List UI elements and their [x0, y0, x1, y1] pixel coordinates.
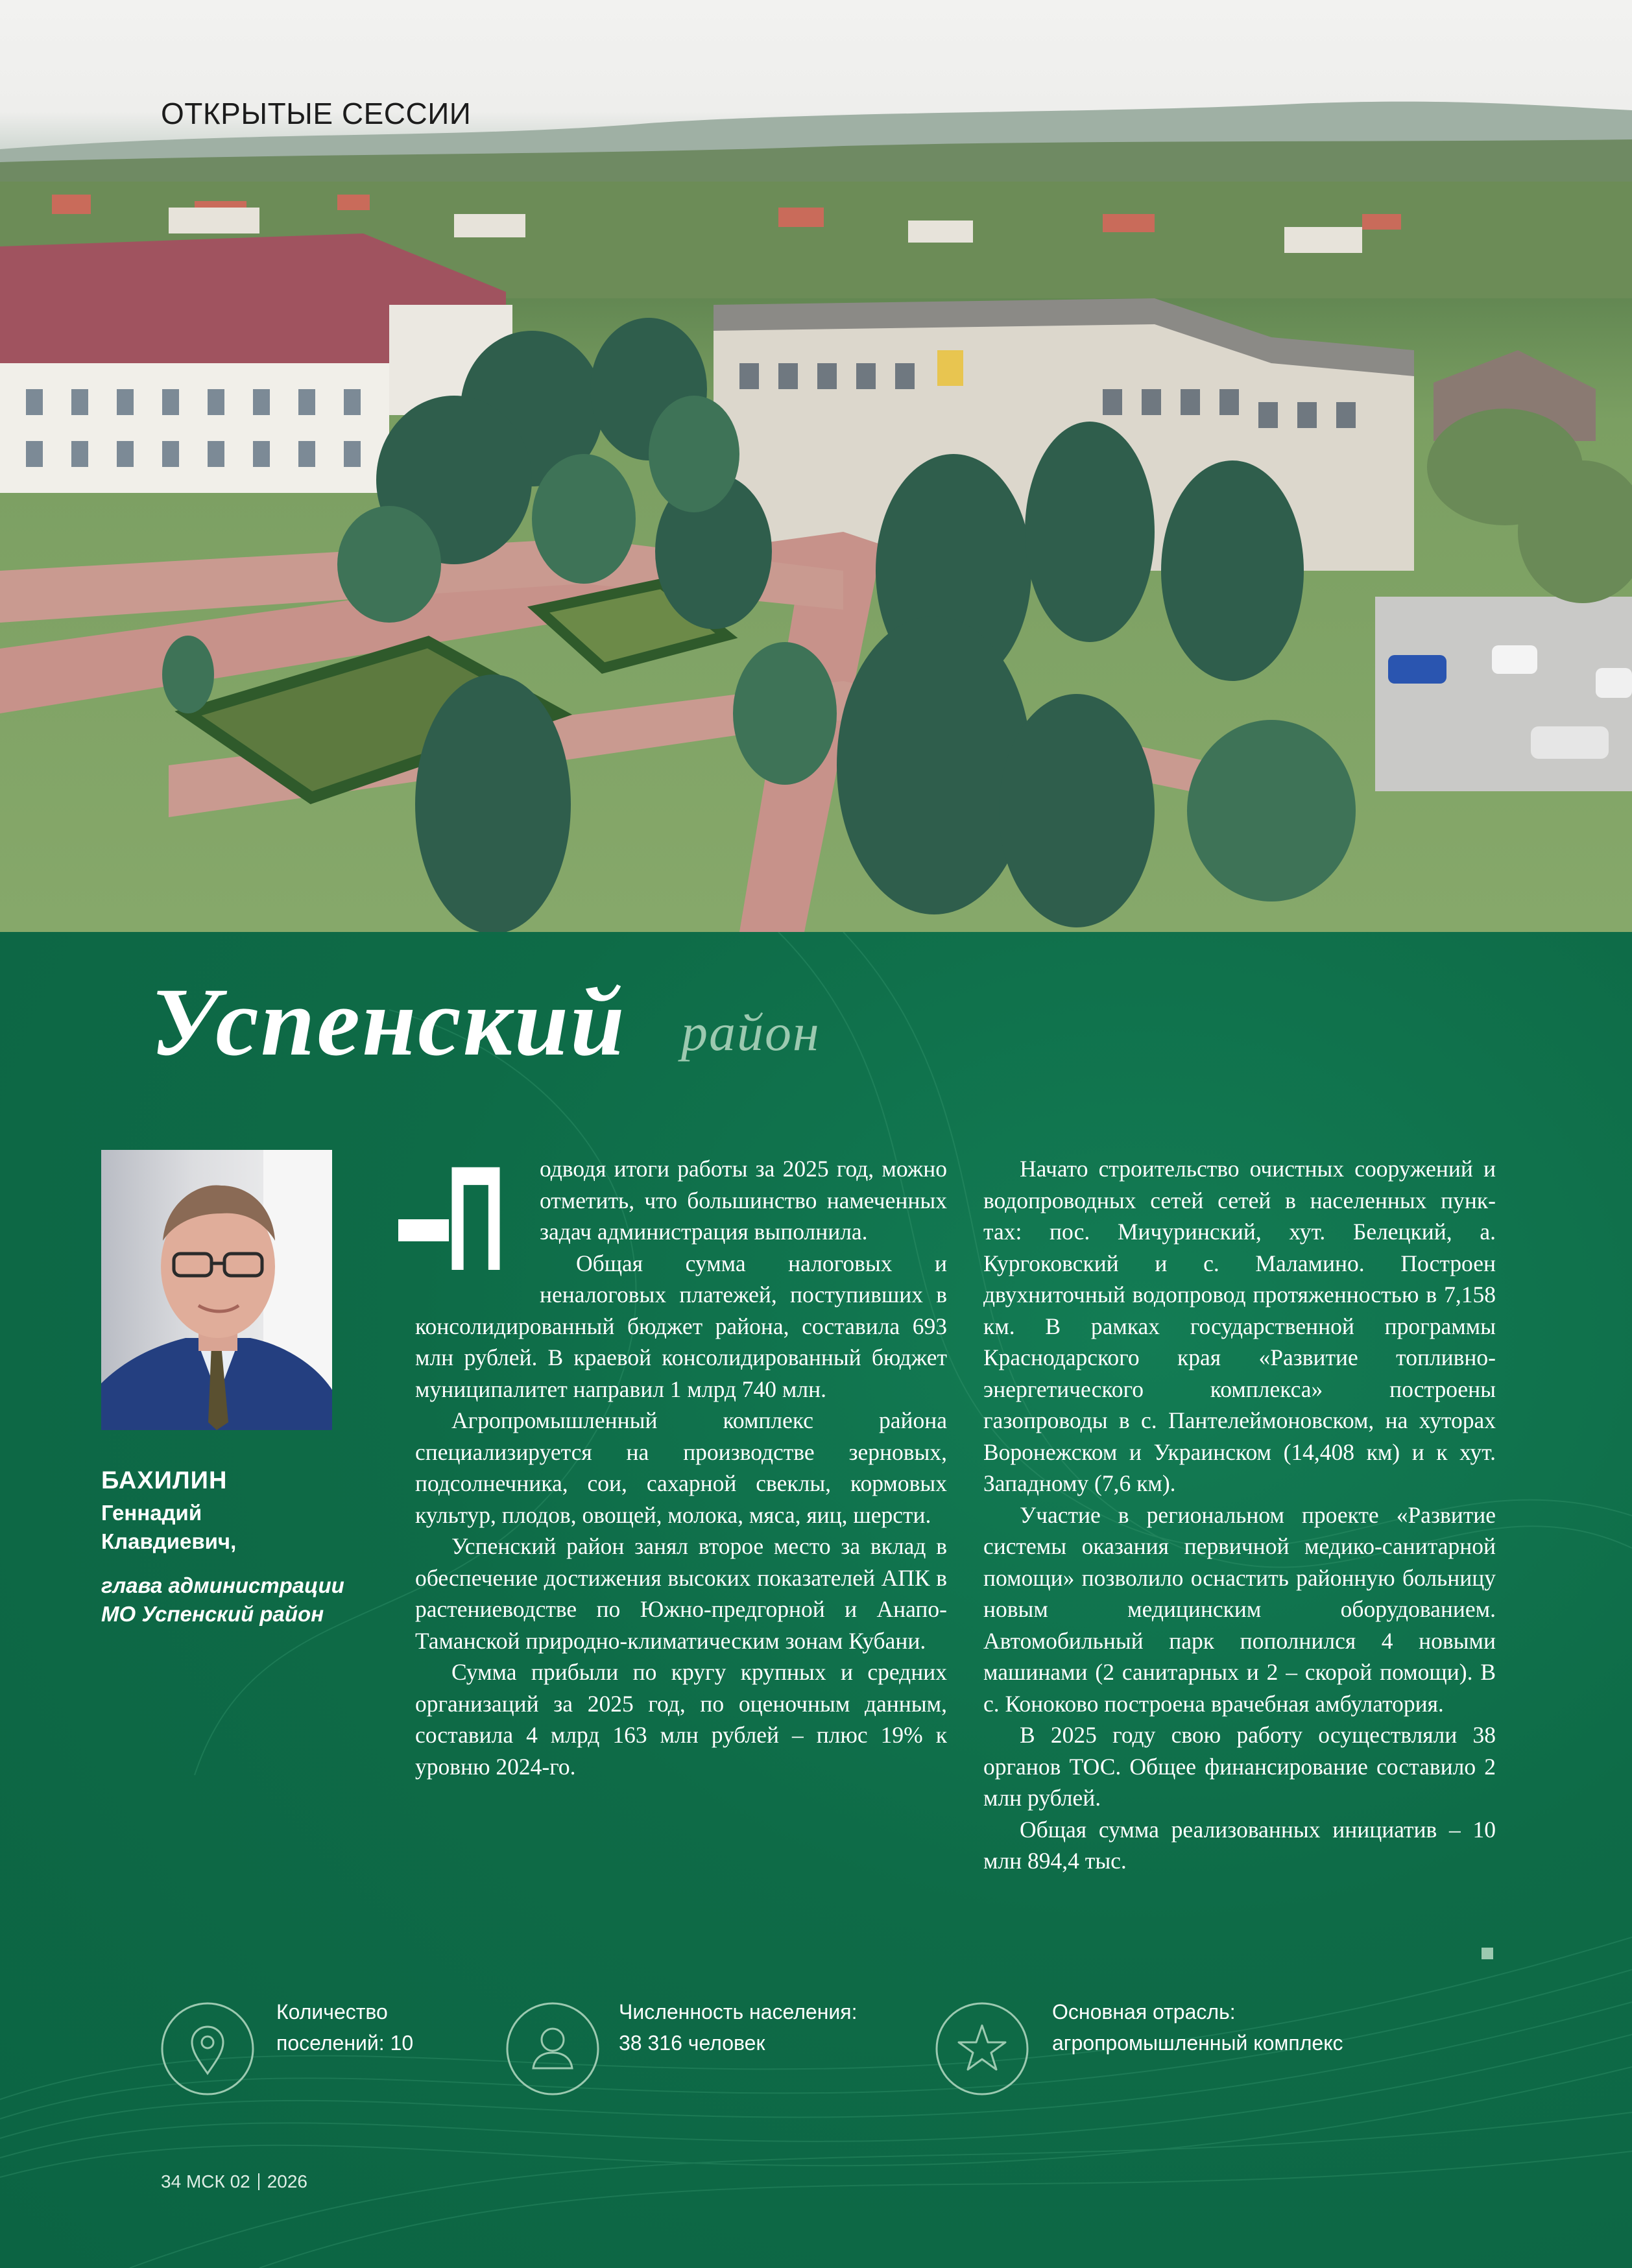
title-subtitle: район: [681, 1003, 821, 1062]
person-surname: БАХИЛИН: [101, 1467, 228, 1494]
magazine-name: МСК 02: [186, 2171, 250, 2191]
stat-population-label: Численность населения:: [619, 2000, 858, 2023]
star-icon: [934, 2001, 1030, 2097]
portrait-photo: [101, 1150, 332, 1430]
article-column-1: [415, 1135, 947, 1782]
section-label: ОТКРЫТЫЕ СЕССИИ: [161, 97, 472, 130]
article-end-mark: [1482, 1948, 1493, 1959]
aerial-photo-illustration: [0, 0, 1632, 932]
article-paragraph: Общая сумма реализованных инициатив – 10 млн 894,4 тыс.: [983, 1816, 1496, 1874]
person-position-line2: МО Успенский район: [101, 1602, 324, 1626]
article-paragraph: В 2025 году свою работу осуществляли 38 органов ТОС. Общее финансирование составило 2 млн рублей.: [983, 1722, 1496, 1811]
stat-settlements-value: поселений: 10: [276, 2031, 414, 2055]
article-paragraph: одводя итоги работы за 2025 год, можно отметить, что большинство намеченных задач администрация выполнила.: [540, 1156, 947, 1245]
article-paragraph: Начато строительство очистных сооружений и водопроводных сетей сетей в населенных пунк- тах: пос. Мичуринский, хут. Белецкий, а. Кургоковский и с. Маламино. Построен двухниточный водопровод протяженностью в 7,158 км. В рамках государственной программы Краснодарского края «Развитие топливно-энергетического комплекса» построены газопроводы в с. Пантелеймоновском, на хуторах Воронежском и Украинском (14,408 км) и к хут. Западному (7,6 км).: [983, 1156, 1496, 1496]
footer-separator: [258, 2173, 259, 2190]
stat-settlements-label: Количество: [276, 2000, 388, 2023]
issue-year: 2026: [267, 2171, 308, 2191]
article-paragraph: Успенский район занял второе место за вклад в обеспечение достижения высоких показателей АПК в растениеводстве по Южно-предгорной и Анапо-Таманской природно-климатическим зонам Кубани.: [415, 1533, 947, 1654]
page-footer: [161, 2171, 307, 2192]
stat-industry-value: агропромышленный комплекс: [1052, 2031, 1343, 2055]
drop-cap: [401, 1135, 531, 1302]
page-number: 34: [161, 2171, 182, 2191]
aerial-photo: [0, 0, 1632, 932]
location-pin-icon: [160, 2001, 256, 2097]
article-paragraph: Сумма прибыли по кругу крупных и средних организаций за 2025 год, по оценочным данным, составила 4 млрд 163 млн рублей – плюс 19% к уровню 2024-го.: [415, 1659, 947, 1780]
stat-industry-label: Основная отрасль:: [1052, 2000, 1236, 2023]
stat-population-value: 38 316 человек: [619, 2031, 765, 2055]
person-patronymic: Клавдиевич,: [101, 1529, 237, 1553]
person-position-line1: глава администрации: [101, 1573, 344, 1597]
article-paragraph: Агропромышленный комплекс района специализируется на производстве зерновых, подсолнечника, сои, сахарной свеклы, кормовых культур, плодов, овощей, молока, мяса, яиц, шерсти.: [415, 1407, 947, 1528]
article-paragraph: Общая сумма налоговых и неналоговых платежей, поступивших в консолидированный бюджет района, составила 693 млн рублей. В краевой консолидированный бюджет муниципалитет направил 1 млрд 740 млн.: [415, 1250, 947, 1402]
drop-cap-dash: [398, 1219, 449, 1241]
person-first-name: Геннадий: [101, 1501, 202, 1525]
person-icon: [505, 2001, 601, 2097]
title-main: Успенский: [150, 968, 627, 1076]
article-paragraph: Участие в региональном проекте «Развитие системы оказания первичной медико-санитарной помощи» позволило оснастить районную больницу новым медицинским оборудованием. Автомобильный парк пополнился 4 новыми машинами (2 санитарных и 2 – скорой помощи). В с. Коноково построена врачебная амбулатория.: [983, 1501, 1496, 1717]
drop-cap-letter: П: [446, 1135, 505, 1302]
article-column-2: [983, 1153, 1496, 1877]
